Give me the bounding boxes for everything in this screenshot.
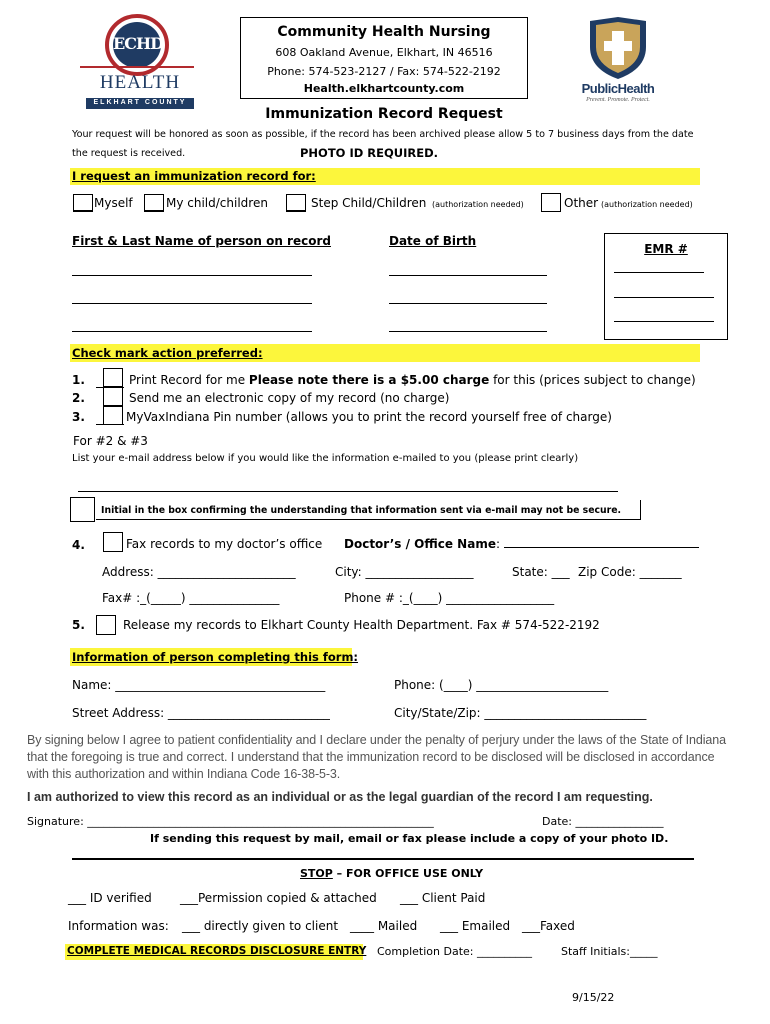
my-child-label: My child/children bbox=[166, 196, 268, 210]
action-heading: Check mark action preferred: bbox=[72, 346, 263, 360]
doctor-office-input[interactable] bbox=[504, 537, 699, 548]
option-1-text-a: Print Record for me bbox=[129, 373, 249, 387]
name-field-2[interactable] bbox=[72, 303, 312, 304]
staff-initials-field[interactable]: Staff Initials:_____ bbox=[561, 945, 658, 958]
initial-note: Initial in the box confirming the understanding that information sent via e-mail may not be secure. bbox=[101, 505, 622, 516]
step-child-note: (authorization needed) bbox=[432, 200, 524, 209]
org-phone: Phone: 574-523-2127 / Fax: 574-522-2192 bbox=[267, 65, 501, 78]
given-directly[interactable]: ___ directly given to client bbox=[182, 919, 339, 933]
signature-date-field[interactable]: Date: ________________ bbox=[542, 815, 664, 828]
address-field[interactable]: Address: _______________________ bbox=[102, 565, 296, 579]
step-child-label: Step Child/Children bbox=[311, 196, 427, 210]
org-website: Health.elkhartcounty.com bbox=[303, 82, 465, 95]
completer-street-field[interactable]: Street Address: ___________________________ bbox=[72, 706, 330, 720]
myself-label: Myself bbox=[94, 196, 133, 210]
option-2-number: 2. bbox=[72, 391, 85, 405]
client-paid[interactable]: ___ Client Paid bbox=[400, 891, 486, 905]
mail-note: If sending this request by mail, email or fax please include a copy of your photo ID. bbox=[150, 832, 669, 845]
dob-label: Date of Birth bbox=[389, 234, 477, 248]
photo-id-required: PHOTO ID REQUIRED. bbox=[300, 146, 439, 160]
signature-field[interactable]: Signature: _______________________________________________________________ bbox=[27, 815, 434, 828]
option-4-number: 4. bbox=[72, 538, 85, 552]
zip-field[interactable]: Zip Code: _______ bbox=[578, 565, 682, 579]
option-5-text: Release my records to Elkhart County Health Department. Fax # 574-522-2192 bbox=[123, 618, 600, 632]
option-3-number: 3. bbox=[72, 410, 85, 424]
name-label: First & Last Name of person on record bbox=[72, 234, 331, 248]
dob-field-2[interactable] bbox=[389, 303, 547, 304]
completer-city-field[interactable]: City/State/Zip: ___________________________ bbox=[394, 706, 647, 720]
office-divider bbox=[72, 858, 694, 860]
authorized-statement: I am authorized to view this record as an individual or as the legal guardian of the record I am requesting. bbox=[27, 790, 653, 804]
logo-county-word: ELKHART COUNTY bbox=[93, 99, 187, 106]
id-verified[interactable]: ___ ID verified bbox=[68, 891, 152, 905]
logo-initials: ECHD bbox=[113, 34, 163, 53]
emr-field-3[interactable] bbox=[614, 321, 714, 322]
mailed[interactable]: ____ Mailed bbox=[350, 919, 418, 933]
initial-box[interactable] bbox=[70, 497, 95, 522]
logo-health-word: HEALTH bbox=[99, 72, 181, 93]
public-health-logo bbox=[568, 17, 668, 107]
option-2-text: Send me an electronic copy of my record (no charge) bbox=[129, 391, 450, 405]
step-child-checkbox[interactable] bbox=[286, 194, 306, 212]
intro-line-1: Your request will be honored as soon as possible, if the record has been archived please allow 5 to 7 business days from the date bbox=[72, 129, 694, 140]
org-name: Community Health Nursing bbox=[277, 24, 491, 40]
option-4-text: Fax records to my doctor’s office bbox=[126, 537, 323, 551]
other-checkbox[interactable] bbox=[541, 193, 561, 212]
request-for-heading: I request an immunization record for: bbox=[72, 169, 316, 183]
emr-field-1[interactable] bbox=[614, 272, 704, 273]
dob-field-1[interactable] bbox=[389, 275, 547, 276]
option-1-checkbox[interactable] bbox=[103, 368, 123, 387]
option-4-checkbox[interactable] bbox=[103, 532, 123, 552]
city-field[interactable]: City: __________________ bbox=[335, 565, 474, 579]
phone-field[interactable]: Phone # :_(____) __________________ bbox=[344, 591, 555, 605]
option-1-text bbox=[129, 373, 696, 387]
option-2-checkbox[interactable] bbox=[103, 387, 123, 406]
email-field[interactable] bbox=[78, 491, 618, 492]
office-use-heading bbox=[300, 867, 483, 880]
emr-field-2[interactable] bbox=[614, 297, 714, 298]
name-field-1[interactable] bbox=[72, 275, 312, 276]
stop-word: STOP bbox=[300, 867, 333, 880]
name-field-3[interactable] bbox=[72, 331, 312, 332]
completion-date-field[interactable]: Completion Date: __________ bbox=[377, 945, 532, 958]
email-note: List your e-mail address below if you would like the information e-mailed to you (please print clearly) bbox=[72, 453, 579, 464]
option-3-checkbox[interactable] bbox=[103, 406, 123, 425]
emr-label: EMR # bbox=[644, 242, 688, 256]
option-5-number: 5. bbox=[72, 618, 85, 632]
completer-phone-field[interactable]: Phone: (____) ______________________ bbox=[394, 678, 609, 692]
state-field[interactable]: State: ___ bbox=[512, 565, 570, 579]
option-1-number: 1. bbox=[72, 373, 85, 387]
footer-date: 9/15/22 bbox=[572, 991, 615, 1004]
dob-field-3[interactable] bbox=[389, 331, 547, 332]
office-use-rest: – FOR OFFICE USE ONLY bbox=[332, 867, 484, 880]
emailed[interactable]: ___ Emailed bbox=[440, 919, 511, 933]
form-title: Immunization Record Request bbox=[265, 106, 503, 122]
option-5-checkbox[interactable] bbox=[96, 615, 116, 635]
fax-field[interactable]: Fax# :_(_____) _______________ bbox=[102, 591, 280, 605]
complete-entry-label: COMPLETE MEDICAL RECORDS DISCLOSURE ENTRY bbox=[67, 945, 367, 957]
org-address: 608 Oakland Avenue, Elkhart, IN 46516 bbox=[275, 46, 493, 59]
my-child-checkbox[interactable] bbox=[144, 194, 164, 212]
myself-checkbox[interactable] bbox=[73, 194, 93, 212]
other-label: Other bbox=[564, 196, 599, 210]
for-2-and-3: For #2 & #3 bbox=[73, 434, 148, 448]
completer-heading: Information of person completing this form: bbox=[72, 650, 359, 664]
intro-line-2: the request is received. bbox=[72, 148, 186, 159]
doctor-office-field: Doctor’s / Office Name: bbox=[344, 537, 699, 551]
public-health-tagline: Prevent. Promote. Protect. bbox=[586, 97, 650, 103]
permission-copied[interactable]: ___Permission copied & attached bbox=[180, 891, 377, 905]
option-1-charge-note: Please note there is a $5.00 charge bbox=[248, 373, 490, 387]
completer-name-field[interactable]: Name: ___________________________________ bbox=[72, 678, 326, 692]
doctor-office-label: Doctor’s / Office Name bbox=[344, 537, 496, 551]
public-health-name: PublicHealth bbox=[581, 81, 655, 96]
info-was-label: Information was: bbox=[68, 919, 169, 933]
option-3-text: MyVaxIndiana Pin number (allows you to print the record yourself free of charge) bbox=[126, 410, 612, 424]
legal-text: By signing below I agree to patient confidentiality and I declare under the penalty of perjury under the laws of the State of Indiana that the foregoing is true and correct. I understand that the immunization record to be disclosed will be disclosed in accordance with this authorization and within Indiana Code 16-38-5-3. bbox=[27, 733, 726, 781]
echd-health-logo bbox=[76, 10, 198, 114]
other-note: (authorization needed) bbox=[601, 200, 693, 209]
faxed[interactable]: ___Faxed bbox=[522, 919, 575, 933]
option-1-text-c: for this (prices subject to change) bbox=[489, 373, 696, 387]
